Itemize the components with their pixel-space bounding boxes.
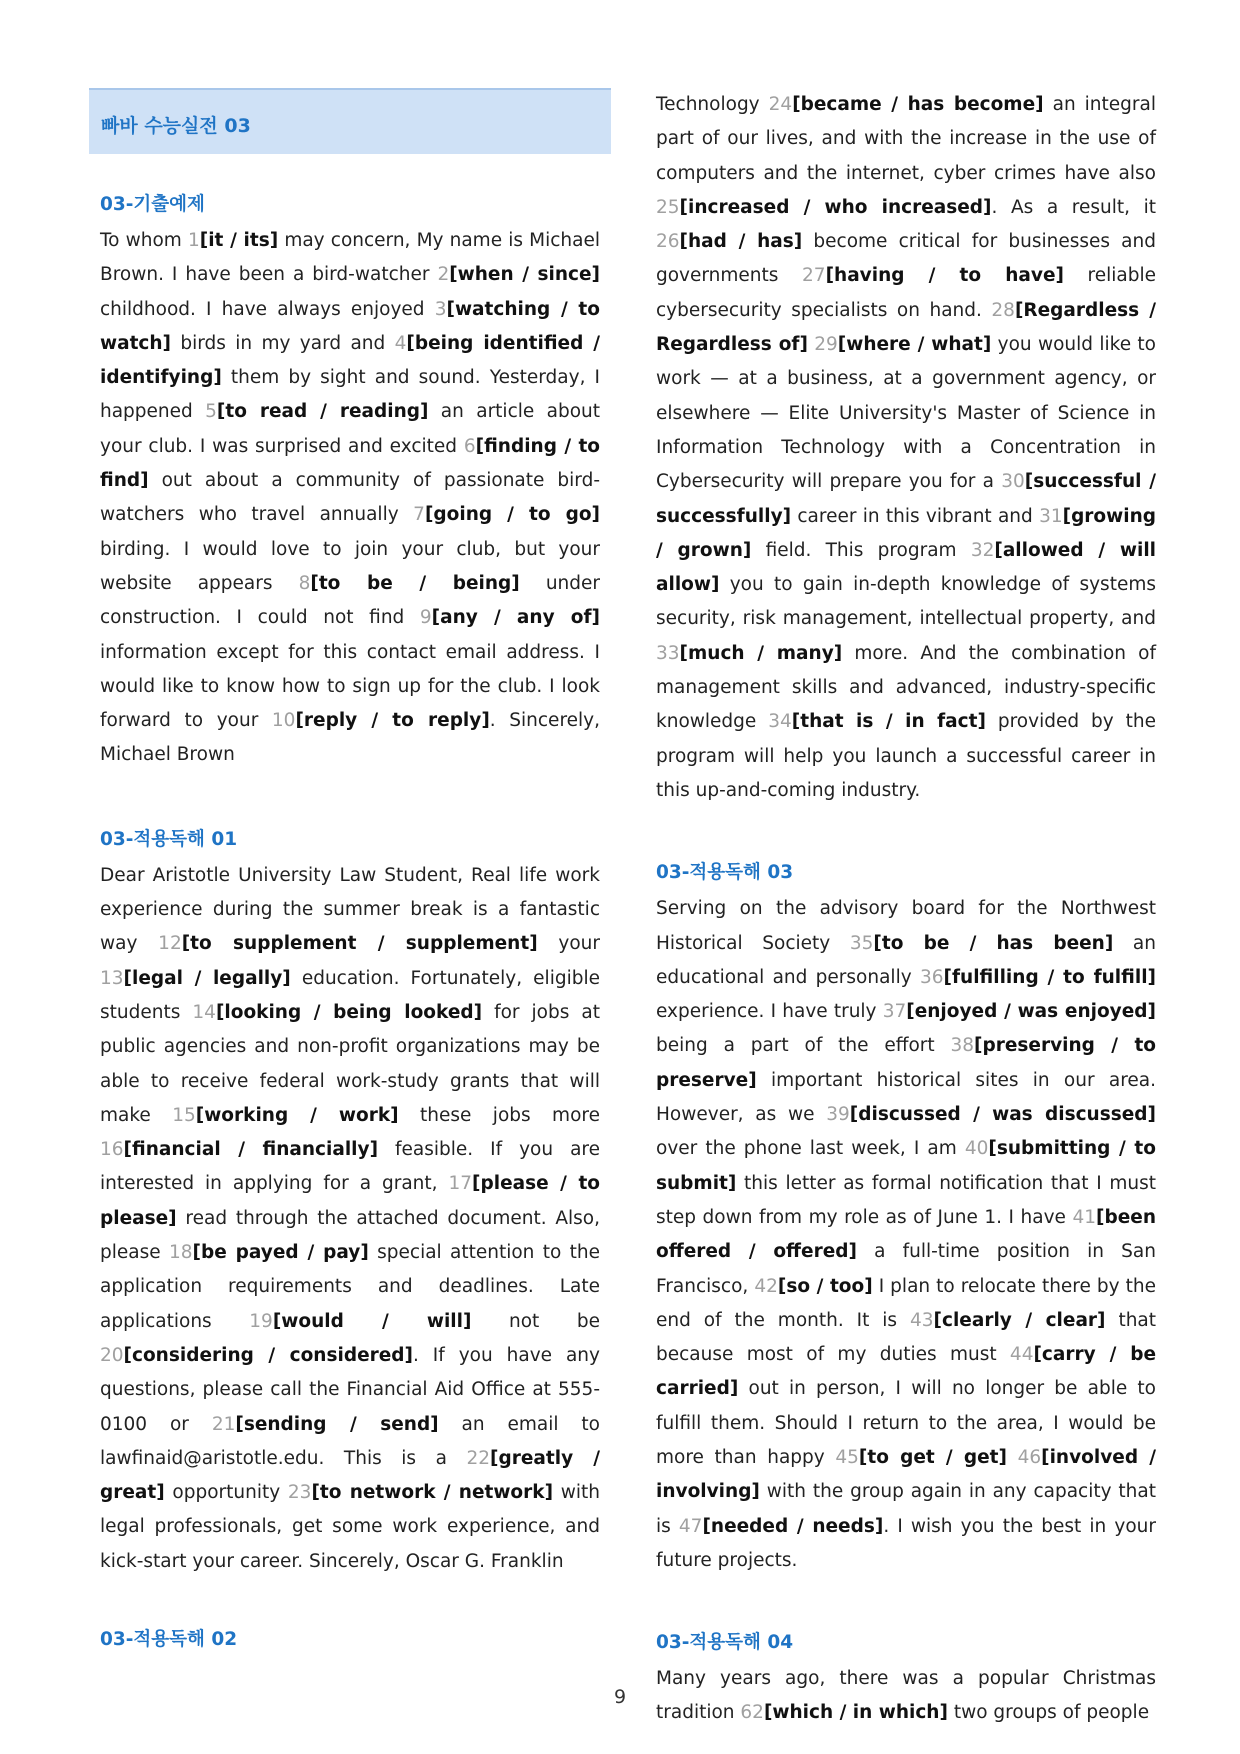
answer-choice: [that is / in fact] bbox=[791, 711, 986, 733]
question-number: 22 bbox=[466, 1447, 491, 1469]
question-number: 24 bbox=[768, 94, 793, 115]
question-number: 12 bbox=[158, 933, 182, 955]
passage-text: education. Fortunately, eligible students bbox=[100, 967, 600, 1023]
answer-choice: [it / its] bbox=[199, 230, 279, 251]
question-number: 46 bbox=[1017, 1446, 1042, 1468]
passage-text: these jobs more bbox=[398, 1104, 600, 1126]
section-text bbox=[656, 892, 1156, 1578]
answer-choice: [to network / network] bbox=[311, 1482, 554, 1504]
section-text bbox=[656, 88, 1156, 808]
question-number: 34 bbox=[768, 711, 792, 733]
answer-choice: [to be / has been] bbox=[873, 932, 1114, 954]
answer-choice: [finding / to find] bbox=[100, 435, 600, 492]
question-number: 13 bbox=[100, 967, 124, 989]
answer-choice: [to read / reading] bbox=[216, 401, 429, 423]
question-number: 40 bbox=[964, 1138, 989, 1160]
section-title: 03-적용독해 04 bbox=[656, 1632, 794, 1654]
answer-choice: [carry / be carried] bbox=[656, 1344, 1157, 1400]
section-title: 03-적용독해 03 bbox=[656, 862, 794, 884]
passage-text: childhood. I have always enjoyed bbox=[100, 298, 435, 320]
section-text bbox=[100, 859, 600, 1579]
passage-text: an educational and personally bbox=[656, 932, 1156, 988]
answer-choice: [fulfilling / to fulfill] bbox=[943, 966, 1156, 988]
passage-text: being a part of the effort bbox=[656, 1035, 951, 1057]
question-number: 28 bbox=[991, 299, 1015, 321]
passage-text: information except for this contact email address. I would like to know how to sign up for the club. I look forward to your bbox=[100, 641, 600, 732]
answer-choice: [involved / involving] bbox=[656, 1446, 1157, 1503]
passage-text: important historical sites in our area. However, as we bbox=[656, 1069, 1156, 1126]
answer-choice: [greatly / great] bbox=[100, 1447, 601, 1504]
question-number: 9 bbox=[419, 607, 432, 629]
answer-choice: [sending / send] bbox=[235, 1413, 439, 1435]
right-column bbox=[645, 88, 1157, 1731]
answer-choice: [which / in which] bbox=[763, 1702, 948, 1724]
passage-text: . I wish you the best in your future projects. bbox=[656, 1515, 1156, 1571]
passage-text: under construction. I could not find bbox=[100, 572, 601, 629]
answer-choice: [legal / legally] bbox=[123, 967, 291, 989]
question-number: 36 bbox=[919, 966, 944, 988]
passage-text: for jobs at public agencies and non-profit organizations may be able to receive federal work-study grants that will make bbox=[100, 1001, 600, 1126]
answer-choice: [going / to go] bbox=[424, 504, 601, 526]
passage-text: a full-time position in San Francisco, bbox=[656, 1241, 1156, 1297]
answer-choice: [increased / who increased] bbox=[679, 196, 992, 218]
passage-text: with legal professionals, get some work experience, and kick-start your career. Sincerely, Oscar G. Franklin bbox=[100, 1482, 600, 1572]
passage-text: field. This program bbox=[751, 539, 971, 561]
left-column bbox=[89, 88, 601, 1659]
answer-choice: [watching / to watch] bbox=[100, 298, 600, 354]
question-number: 27 bbox=[802, 265, 826, 287]
passage-text: your bbox=[537, 933, 601, 955]
passage-text: out in person, I will no longer be able to fulfill them. Should I return to the area, I would be more than happy bbox=[656, 1378, 1156, 1468]
answer-choice: [enjoyed / was enjoyed] bbox=[906, 1001, 1156, 1023]
answer-choice: [when / since] bbox=[449, 264, 600, 286]
answer-choice: [growing / grown] bbox=[656, 505, 1156, 561]
answer-choice: [became / has become] bbox=[792, 94, 1044, 115]
header-title: 빠바 수능실전 03 bbox=[101, 115, 251, 137]
passage-text: birds in my yard and bbox=[171, 332, 395, 354]
section-title: 03-기출예제 bbox=[100, 194, 205, 215]
answer-choice: [reply / to reply] bbox=[295, 710, 490, 732]
passage-text: you to gain in-depth knowledge of systems security, risk management, intellectual property, and bbox=[656, 574, 1156, 630]
passage-text: experience. I have truly bbox=[656, 1001, 883, 1023]
question-number: 32 bbox=[970, 539, 995, 561]
section-jeogyong-02 bbox=[89, 1627, 589, 1653]
answer-choice: [please / to please] bbox=[100, 1173, 600, 1229]
passage-text: career in this vibrant and bbox=[791, 505, 1040, 527]
passage-text: Technology bbox=[656, 94, 769, 115]
passage-text: special attention to the application requirements and deadlines. Late applications bbox=[100, 1242, 600, 1332]
passage-text: that because most of my duties must bbox=[656, 1309, 1157, 1366]
answer-choice: [to get / get] bbox=[858, 1446, 1007, 1468]
passage-text: opportunity bbox=[164, 1482, 288, 1504]
answer-choice: [much / many] bbox=[679, 642, 843, 664]
question-number: 21 bbox=[211, 1413, 236, 1435]
question-number: 47 bbox=[678, 1515, 703, 1537]
answer-choice: [working / work] bbox=[195, 1104, 399, 1126]
answer-choice: [submitting / to submit] bbox=[656, 1138, 1156, 1194]
passage-text: Serving on the advisory board for the Northwest Historical Society bbox=[656, 898, 1156, 954]
question-number: 35 bbox=[849, 932, 874, 954]
answer-choice: [so / too] bbox=[777, 1275, 873, 1297]
passage-text: more. And the combination of management skills and advanced, industry-specific knowledge bbox=[656, 642, 1156, 733]
answer-choice: [would / will] bbox=[272, 1310, 472, 1332]
question-number: 2 bbox=[437, 264, 450, 286]
question-number: 39 bbox=[826, 1104, 850, 1126]
section-title: 03-적용독해 01 bbox=[100, 828, 238, 850]
passage-text: may concern, My name is Michael Brown. I have been a bird-watcher bbox=[100, 230, 600, 286]
question-number: 3 bbox=[434, 298, 447, 320]
question-number: 15 bbox=[172, 1104, 196, 1126]
answer-choice: [allowed / will allow] bbox=[656, 539, 1157, 596]
answer-choice: [to be / being] bbox=[310, 572, 520, 594]
answer-choice: [successful / successfully] bbox=[656, 471, 1157, 527]
passage-text: become critical for businesses and governments bbox=[656, 231, 1156, 287]
passage-text: Many years ago, there was a popular Christmas tradition bbox=[656, 1668, 1156, 1724]
section-gichul bbox=[89, 192, 601, 773]
question-number: 20 bbox=[100, 1344, 124, 1366]
passage-text: feasible. If you are interested in applying for a grant, bbox=[100, 1139, 600, 1195]
section-jeogyong-04 bbox=[645, 1630, 1156, 1731]
passage-text: you would like to work — at a business, at a government agency, or elsewhere — Elite University's Master of Science in Information Technology with a Concentration in Cybersecurity will prepare you for a bbox=[656, 334, 1156, 493]
section-jeogyong-01 bbox=[89, 827, 601, 1579]
answer-choice: [having / to have] bbox=[825, 265, 1064, 287]
passage-text: an integral part of our lives, and with the increase in the use of computers and the internet, cyber crimes have also bbox=[656, 94, 1156, 184]
answer-choice: [had / has] bbox=[679, 231, 803, 253]
question-number: 29 bbox=[814, 334, 838, 356]
section-continued bbox=[645, 88, 1157, 808]
question-number: 42 bbox=[754, 1275, 778, 1297]
answer-choice: [preserving / to preserve] bbox=[656, 1035, 1157, 1091]
question-number: 14 bbox=[192, 1001, 216, 1023]
passage-text: out about a community of passionate bird-watchers who travel annually bbox=[100, 470, 600, 526]
answer-choice: [discussed / was discussed] bbox=[849, 1104, 1156, 1126]
passage-text: Dear Aristotle University Law Student, Real life work experience during the summer break is a fantastic way bbox=[100, 864, 600, 955]
answer-choice: [considering / considered] bbox=[123, 1344, 413, 1366]
question-number: 18 bbox=[168, 1242, 193, 1264]
page-number: 9 bbox=[613, 1686, 627, 1708]
question-number: 44 bbox=[1009, 1344, 1034, 1366]
answer-choice: [be payed / pay] bbox=[192, 1242, 369, 1264]
passage-text: I plan to relocate there by the end of the month. It is bbox=[656, 1275, 1156, 1331]
question-number: 41 bbox=[1072, 1206, 1097, 1228]
section-jeogyong-03 bbox=[645, 860, 1157, 1578]
answer-choice: [where / what] bbox=[837, 334, 992, 356]
question-number: 26 bbox=[656, 231, 680, 253]
answer-choice: [to supplement / supplement] bbox=[181, 933, 538, 955]
question-number: 10 bbox=[271, 710, 296, 732]
passage-text: To whom bbox=[100, 230, 188, 251]
passage-text: not be bbox=[471, 1310, 600, 1332]
question-number: 6 bbox=[463, 435, 476, 457]
section-title: 03-적용독해 02 bbox=[100, 1628, 238, 1650]
answer-choice: [looking / being looked] bbox=[215, 1001, 483, 1023]
question-number: 5 bbox=[205, 401, 217, 423]
passage-text: . Sincerely, Michael Brown bbox=[100, 710, 600, 766]
answer-choice: [been offered / offered] bbox=[656, 1206, 1156, 1263]
answer-choice: [needed / needs] bbox=[702, 1515, 884, 1537]
answer-choice: [being identified / identifying] bbox=[100, 332, 600, 389]
passage-text: . As a result, it bbox=[991, 196, 1157, 218]
question-number: 1 bbox=[187, 230, 200, 251]
question-number: 31 bbox=[1039, 505, 1063, 527]
question-number: 45 bbox=[835, 1446, 859, 1468]
passage-text: an email to lawfinaid@aristotle.edu. This is a bbox=[100, 1413, 601, 1469]
section-text bbox=[100, 224, 600, 773]
question-number: 30 bbox=[1001, 471, 1025, 493]
question-number: 8 bbox=[298, 572, 311, 594]
passage-text: read through the attached document. Also, please bbox=[100, 1207, 600, 1264]
answer-choice: [Regardless / Regardless of] bbox=[656, 299, 1157, 356]
passage-text: with the group again in any capacity that is bbox=[656, 1481, 1156, 1537]
question-number: 16 bbox=[100, 1139, 124, 1161]
question-number: 37 bbox=[882, 1001, 907, 1023]
answer-choice: [any / any of] bbox=[431, 607, 600, 629]
passage-text: birding. I would love to join your club, but your website appears bbox=[100, 538, 600, 594]
passage-text: provided by the program will help you launch a successful career in this up-and-coming industry. bbox=[656, 711, 1156, 801]
passage-text: . If you have any questions, please call the Financial Aid Office at 555-0100 or bbox=[100, 1344, 600, 1435]
passage-text: an article about your club. I was surprised and excited bbox=[100, 401, 600, 457]
answer-choice: [clearly / clear] bbox=[933, 1309, 1106, 1331]
question-number: 38 bbox=[950, 1035, 975, 1057]
passage-text: two groups of people bbox=[947, 1702, 1150, 1724]
question-number: 17 bbox=[448, 1173, 473, 1195]
question-number: 33 bbox=[656, 642, 680, 664]
question-number: 25 bbox=[656, 196, 680, 218]
question-number: 62 bbox=[740, 1702, 764, 1724]
passage-text: over the phone last week, I am bbox=[656, 1138, 965, 1160]
passage-text bbox=[1007, 1447, 1018, 1468]
passage-text: reliable cybersecurity specialists on hand. bbox=[656, 265, 1156, 321]
question-number: 23 bbox=[287, 1482, 312, 1504]
question-number: 19 bbox=[249, 1310, 273, 1332]
passage-text: this letter as formal notification that I must step down from my role as of June 1. I have bbox=[656, 1172, 1156, 1228]
question-number: 7 bbox=[413, 504, 425, 526]
question-number: 4 bbox=[394, 332, 407, 354]
passage-text: them by sight and sound. Yesterday, I happened bbox=[100, 367, 600, 423]
question-number: 43 bbox=[910, 1309, 934, 1331]
answer-choice: [financial / financially] bbox=[123, 1139, 379, 1161]
